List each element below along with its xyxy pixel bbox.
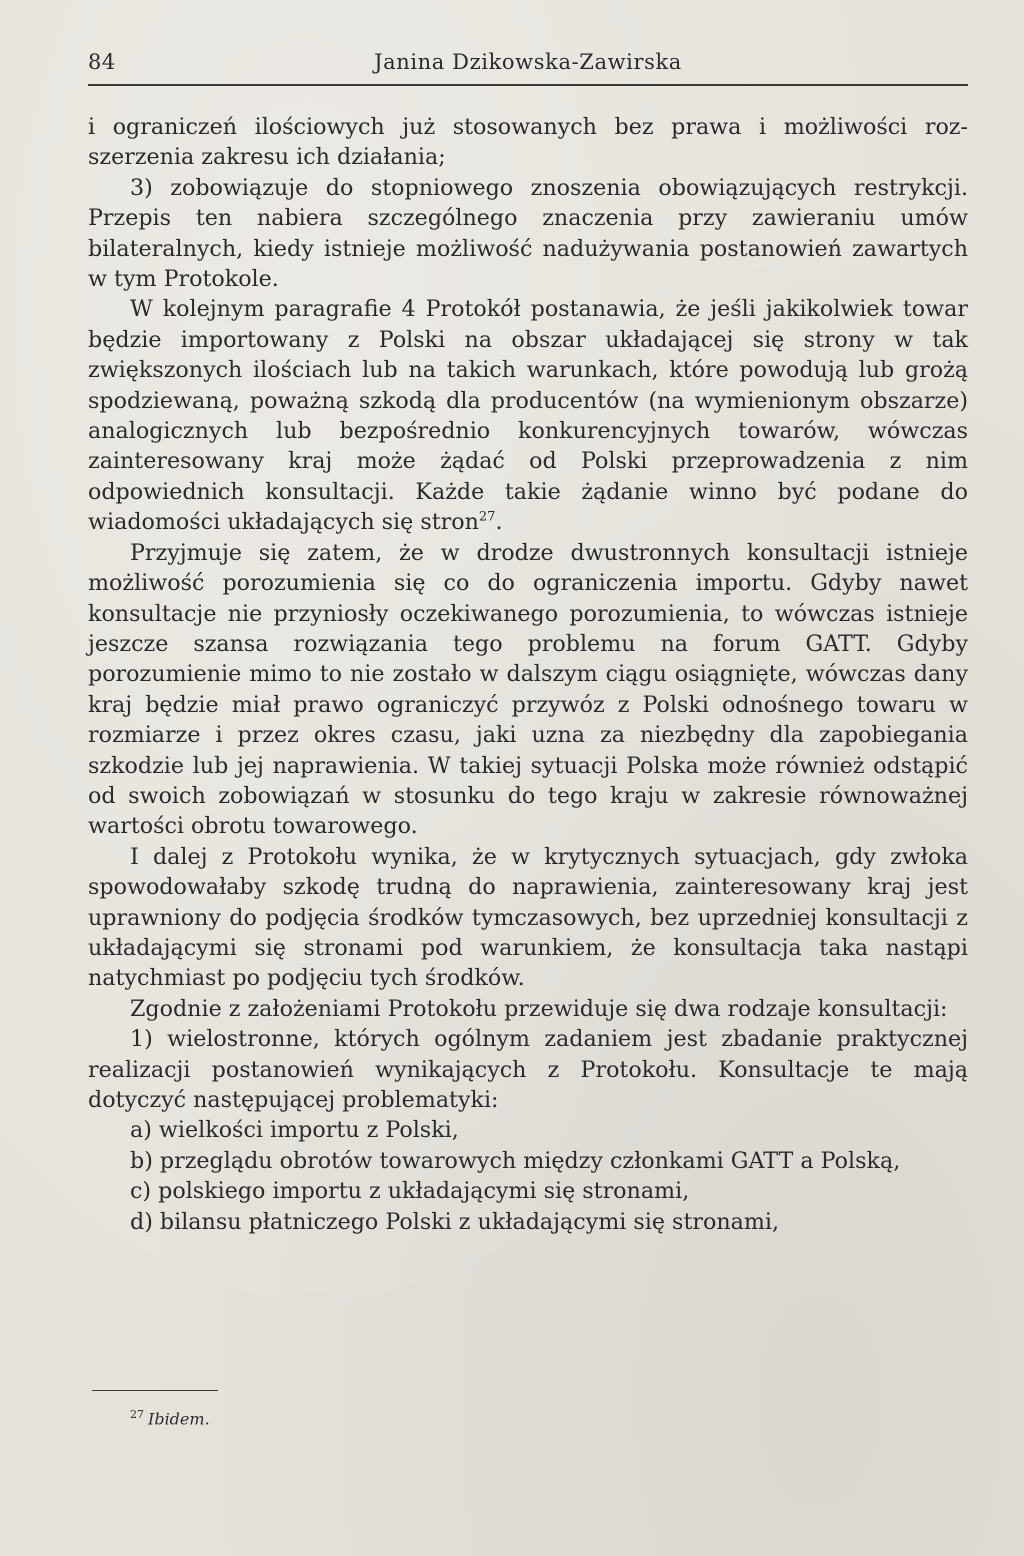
list-item: a) wielkości importu z Polski,	[130, 1117, 459, 1144]
paragraph: Zgodnie z założeniami Protokołu przewiduje się dwa rodzaje konsultacji:	[130, 995, 948, 1022]
list-item: c) polskiego importu z układającymi się stronami,	[130, 1178, 690, 1205]
paragraph	[88, 294, 968, 537]
list-item: b) przeglądu obrotów towarowych między członkami GATT a Polską,	[130, 1147, 901, 1174]
paragraph: Przyjmuje się zatem, że w drodze dwustronnych konsultacji istnieje możliwość porozumienia się co do ograniczenia importu. Gdyby nawet konsultacje nie przyniosły oczekiwanego porozumienia, to wówczas istnieje jeszcze szansa rozwiązania tego problemu na forum GATT. Gdyby porozumienie mimo to nie zostało w dalszym ciągu osiągnięte, wówczas dany kraj będzie miał prawo ograniczyć przywóz z Polski odnośnego towaru w rozmiarze i przez okres czasu, jaki uzna za niezbędny dla zapobiegania szkodzie lub jej naprawienia. W takiej sytuacji Polska może również odstąpić od swoich zobowiązań w stosunku do tego kraju w zakresie równoważnej wartości obrotu towarowego.	[88, 539, 968, 840]
footnote-text: Ibidem.	[148, 1409, 210, 1429]
footnote-rule	[92, 1390, 218, 1391]
footnote-mark: 27	[130, 1408, 144, 1421]
page-header	[88, 48, 968, 86]
page-number: 84	[88, 50, 116, 74]
paragraph-text: W kolejnym paragrafie 4 Protokół postanawia, że jeśli jakikolwiek towar będzie importowany z Polski na obszar układającej się strony w tak zwiększonych ilościach lub na takich warunkach, które powodują lub grożą spodziewaną, poważną szkodą dla producentów (na wymienionym obszarze) analogicznych lub bezpośrednio konkurencyjnych towarów, wówczas zainteresowany kraj może żądać od Polski przeprowadzenia z nim odpowiednich konsultacji. Każde takie żądanie winno być podane do wiadomości układających się stron	[88, 296, 968, 536]
list-item: d) bilansu płatniczego Polski z układającymi się stronami,	[130, 1208, 780, 1235]
body-text	[88, 112, 968, 1237]
running-head: Janina Dzikowska-Zawirska	[374, 50, 682, 74]
paragraph: I dalej z Protokołu wynika, że w krytycznych sytuacjach, gdy zwłoka spowodowałaby szkodę trudną do naprawienia, zainteresowany kraj jest uprawniony do podjęcia środków tymczasowych, bez uprzedniej konsultacji z układającymi się stronami pod warunkiem, że konsultacja taka nastąpi natychmiast po podjęciu tych środków.	[88, 843, 968, 992]
list-item: 1) wielostronne, których ogólnym zadaniem jest zbadanie praktycznej realizacji postanowień wynikających z Protokołu. Konsultacje te mają dotyczyć następującej problematyki:	[88, 1026, 968, 1113]
paragraph: i ograniczeń ilościowych już stosowanych bez prawa i możliwości rozszerzenia zakresu ich działania;	[88, 114, 968, 171]
paragraph-tail: .	[495, 509, 503, 536]
footnote-reference: 27	[478, 509, 496, 525]
footnote	[130, 1408, 210, 1428]
paragraph: 3) zobowiązuje do stopniowego znoszenia obowiązujących restrykcji. Przepis ten nabiera szczególnego znaczenia przy zawieraniu umów bilateralnych, kiedy istnieje możliwość nadużywania postanowień zawartych w tym Protokole.	[88, 174, 968, 293]
